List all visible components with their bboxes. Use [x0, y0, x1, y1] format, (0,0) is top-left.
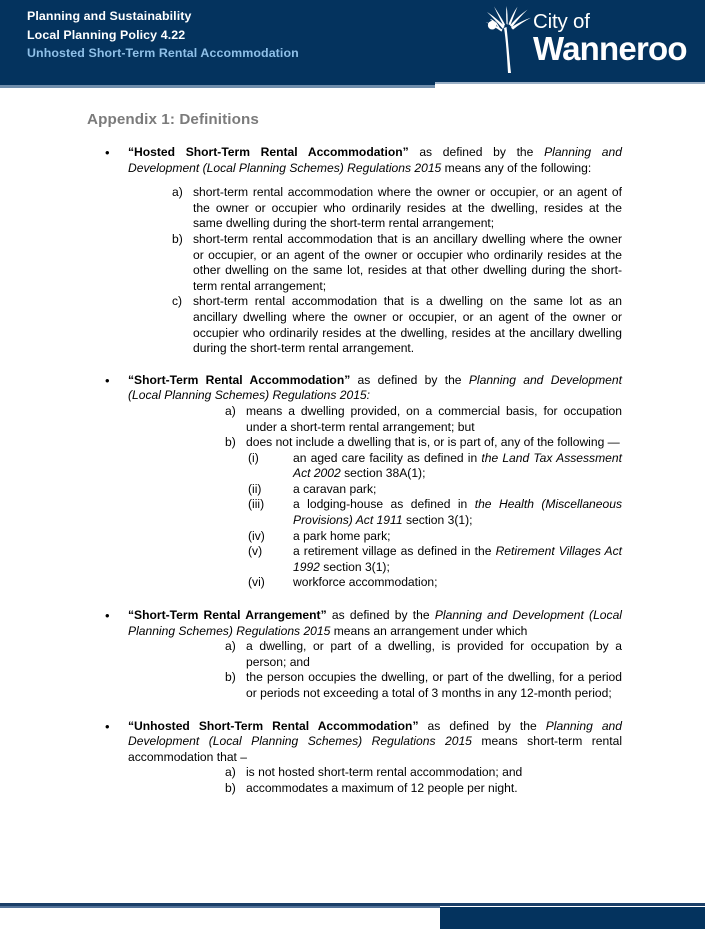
statute-citation: the Land Tax Assessment Act 2002 [293, 450, 622, 481]
definition-roman-subitems [248, 451, 622, 591]
definition-regulation-citation: Planning and Development (Local Planning Schemes) Regulations 2015 [128, 718, 623, 749]
list-item-marker: (iv) [248, 528, 265, 543]
definition-block [0, 145, 705, 357]
definition-lead [0, 373, 705, 404]
definition-block [0, 608, 705, 702]
list-item-marker: a) [225, 765, 236, 780]
definition-regulation-citation: Planning and Development (Local Planning Schemes) Regulations 2015 [128, 145, 622, 175]
list-item-text-post: section 38A(1); [340, 466, 426, 481]
list-item-marker: b) [225, 780, 236, 795]
list-item [225, 781, 622, 797]
statute-citation: Retirement Villages Act 1992 [293, 544, 622, 574]
definition-subitems [225, 765, 622, 796]
list-item-marker: b) [225, 670, 236, 685]
definition-lead-text [128, 373, 622, 404]
header-policy-label: Local Planning Policy 4.22 [27, 27, 186, 42]
definition-term: “Short-Term Rental Arrangement” [128, 608, 327, 623]
list-item-text-post: section 3(1); [319, 559, 390, 574]
list-item [248, 575, 622, 591]
list-item-text: short-term rental accommodation where the owner or occupier, or an agent of the owner or occupier who ordinarily resides at the dwelling, resides at the same dwelling during the short-term rental arrangement; [193, 185, 622, 231]
bullet-icon: • [105, 145, 110, 160]
list-item-marker: (iii) [248, 497, 265, 512]
list-item [225, 639, 622, 670]
definition-term: “Hosted Short-Term Rental Accommodation” [128, 145, 409, 159]
list-item-text-pre: a retirement village as defined in the [293, 544, 496, 559]
list-item [225, 435, 622, 451]
list-item-marker: b) [172, 231, 183, 246]
list-item-marker: a) [225, 403, 236, 418]
city-of-wanneroo-logo [484, 6, 699, 76]
list-item-marker: a) [172, 185, 183, 200]
list-item-marker: (vi) [248, 575, 265, 590]
list-item-text: short-term rental accommodation that is a dwelling on the same lot as an ancillary dwelling where the owner or occupier, or an agent of the owner or occupier who ordinarily resides at the dwelling, resides at the ancillary dwelling during the short-term rental arrangement. [193, 294, 622, 356]
header-title-block [27, 7, 299, 63]
statute-citation: the Health (Miscellaneous Provisions) Act 1911 [293, 497, 623, 528]
definition-lead-text [128, 719, 622, 766]
list-item-text: accommodates a maximum of 12 people per night. [246, 780, 518, 795]
list-item [172, 185, 622, 232]
definition-lead-tail: means any of the following: [441, 160, 592, 175]
definition-lead-after: as defined by the [326, 608, 435, 623]
list-item-text-pre: an aged care facility as defined in [293, 450, 482, 465]
list-item [172, 232, 622, 294]
page-title: Appendix 1: Definitions [87, 111, 259, 128]
list-item [225, 765, 622, 781]
definition-lead-text [128, 608, 622, 639]
list-item-marker: (i) [248, 450, 259, 465]
list-item [248, 544, 622, 575]
definition-lead-after: as defined by the [350, 372, 469, 387]
list-item-text-pre: workforce accommodation; [293, 575, 438, 590]
bullet-icon: • [105, 372, 110, 388]
definitions-list [0, 145, 705, 797]
bullet-icon: • [105, 718, 110, 734]
list-item-marker: (v) [248, 544, 263, 559]
list-item-marker: (ii) [248, 481, 262, 496]
list-item-text: a dwelling, or part of a dwelling, is provided for occupation by a person; and [246, 639, 622, 669]
logo-wordmark [533, 11, 687, 66]
definition-subitems [225, 639, 622, 701]
definition-regulation-citation: Planning and Development (Local Planning Schemes) Regulations 2015: [128, 372, 622, 403]
list-item [248, 482, 622, 498]
definition-lead [0, 145, 705, 176]
footer-navy-panel [440, 907, 705, 929]
list-item-text: does not include a dwelling that is, or is part of, any of the following — [246, 435, 620, 450]
definition-lead [0, 719, 705, 766]
definition-lead-tail: means an arrangement under which [330, 623, 528, 638]
definition-term: “Short-Term Rental Accommodation” [128, 372, 351, 387]
document-footer [0, 903, 705, 929]
list-item-marker: b) [225, 435, 236, 450]
header-rule-right [435, 82, 705, 84]
list-item [248, 497, 622, 528]
list-item [172, 294, 622, 356]
definition-lead-tail: means short-term rental accommodation that – [128, 734, 623, 764]
header-subject-label: Unhosted Short-Term Rental Accommodation [27, 46, 299, 60]
bullet-icon: • [105, 608, 110, 624]
definition-lead-after: as defined by the [418, 718, 546, 733]
definition-lead-after: as defined by the [408, 145, 545, 159]
list-item [248, 451, 622, 482]
definition-term: “Unhosted Short-Term Rental Accommodation” [128, 718, 419, 733]
list-item-text: the person occupies the dwelling, or part of the dwelling, for a period or periods not exceeding a total of 3 months in any 12-month period; [246, 670, 622, 700]
definition-lead-text [128, 145, 622, 176]
list-item [225, 670, 622, 701]
definition-block [0, 719, 705, 797]
logo-wanneroo-label: Wanneroo [533, 30, 687, 67]
definition-lead [0, 608, 705, 639]
list-item-text: means a dwelling provided, on a commercial basis, for occupation under a short-term rental arrangement; but [246, 403, 622, 434]
list-item-text-pre: a lodging-house as defined in [293, 497, 475, 512]
definition-block [0, 373, 705, 591]
logo-city-label: City of [533, 10, 590, 33]
list-item [225, 404, 622, 435]
footer-rule-accent [0, 906, 440, 908]
list-item-text-post: section 3(1); [402, 513, 473, 528]
list-item-text: short-term rental accommodation that is an ancillary dwelling where the owner or occupier, or an agent of the owner or occupier who ordinarily resides at the other dwelling on the same lot, resides at that other dwelling during the short-term rental arrangement; [193, 231, 622, 293]
list-item-marker: a) [225, 639, 236, 654]
definition-regulation-citation: Planning and Development (Local Planning Schemes) Regulations 2015 [128, 608, 622, 638]
header-department-label: Planning and Sustainability [27, 9, 192, 23]
grass-tree-icon [484, 6, 540, 74]
list-item [248, 529, 622, 545]
list-item-marker: c) [172, 294, 183, 309]
list-item-text: is not hosted short-term rental accommodation; and [246, 765, 523, 780]
list-item-text-pre: a caravan park; [293, 481, 377, 496]
list-item-text-pre: a park home park; [293, 528, 391, 543]
definition-subitems [172, 185, 622, 357]
document-header [0, 0, 705, 85]
definition-subitems [225, 404, 622, 451]
header-rule-left [0, 85, 435, 88]
